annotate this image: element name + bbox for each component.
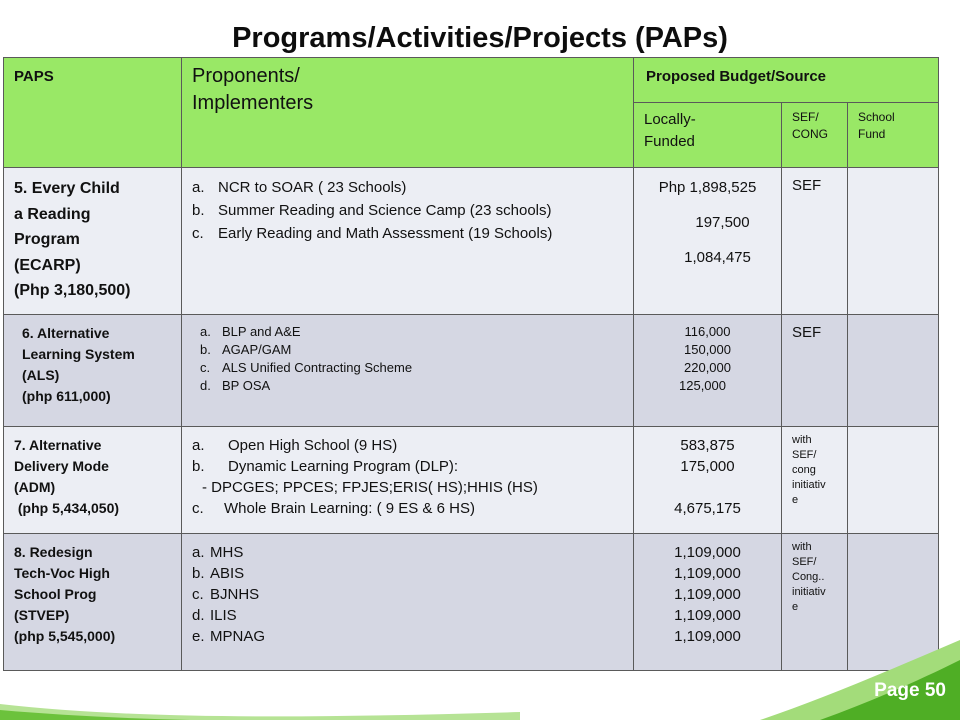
list-item: [200, 341, 629, 359]
pap-line: a Reading: [14, 205, 91, 223]
pap-line: 8. Redesign: [14, 544, 93, 560]
locally-funded-line1: Locally-: [644, 111, 696, 128]
amount-value: 1,109,000: [674, 565, 741, 582]
list-item: [192, 563, 629, 584]
item-text: MHS: [210, 544, 244, 561]
item-letter: d.: [200, 378, 211, 393]
pap-line: 5. Every Child: [14, 180, 120, 197]
list-item: [192, 605, 629, 626]
amount-value: 4,675,175: [674, 500, 741, 517]
amount-value: 197,500: [695, 214, 750, 231]
implementers-cell: [182, 315, 634, 427]
item-text: MPNAG: [210, 628, 266, 645]
list-item: [192, 498, 629, 519]
table-row: [4, 427, 939, 534]
header-row-1: [4, 58, 939, 103]
amount-value: 1,109,000: [674, 544, 741, 561]
pap-line: Learning System: [22, 346, 135, 362]
item-text: BP OSA: [222, 378, 271, 393]
pap-line: Tech-Voc High: [14, 565, 110, 581]
list-item: [192, 542, 629, 563]
item-letter: b.: [192, 202, 205, 219]
source-line: cong: [792, 464, 816, 476]
amount-value: 1,109,000: [674, 628, 741, 645]
sef-cong-cell: [782, 168, 848, 315]
item-letter: a.: [192, 544, 205, 561]
table-row: [4, 168, 939, 315]
amount-value: 1,084,475: [684, 249, 751, 266]
item-letter: a.: [200, 324, 211, 339]
pap-line: (Php 3,180,500): [14, 282, 131, 299]
pap-line: School Prog: [14, 586, 97, 602]
list-item: [200, 323, 629, 341]
pap-cell: [4, 168, 182, 315]
item-text: Summer Reading and Science Camp (23 schools): [218, 202, 552, 219]
page-number: Page 50: [874, 680, 946, 701]
amount-value: 116,000: [684, 324, 731, 339]
pap-line: (php 5,434,050): [14, 500, 120, 516]
amount-value: [634, 477, 781, 498]
school-fund-cell: [848, 315, 939, 427]
implementers-cell: [182, 534, 634, 671]
item-text: NCR to SOAR ( 23 Schools): [218, 179, 407, 196]
sef-cong-cell: [782, 315, 848, 427]
source-line: e: [792, 601, 799, 613]
school-fund-header: [848, 103, 939, 168]
list-item: [192, 435, 629, 456]
amount-value: 1,109,000: [674, 607, 741, 624]
pap-cell: [4, 427, 182, 534]
pap-cell: [4, 534, 182, 671]
item-text: Open High School (9 HS): [228, 437, 398, 454]
pap-line: (php 5,545,000): [14, 628, 116, 644]
amount-value: 220,000: [684, 360, 731, 375]
item-text: Dynamic Learning Program (DLP):: [228, 458, 459, 475]
item-text: AGAP/GAM: [222, 342, 292, 357]
list-item: [192, 477, 629, 498]
list-item: [192, 584, 629, 605]
pap-line: Delivery Mode: [14, 458, 109, 474]
school-fund-cell: [848, 427, 939, 534]
item-letter: c.: [192, 586, 204, 603]
item-letter: b.: [192, 565, 205, 582]
budget-header: Proposed Budget/Source: [634, 58, 939, 103]
school-fund-line1: School: [858, 110, 895, 124]
amount-value: Php 1,898,525: [658, 179, 757, 196]
item-text: ABIS: [210, 565, 245, 582]
amount-cell: [634, 168, 782, 315]
list-item: [192, 199, 629, 222]
school-fund-cell: [848, 168, 939, 315]
amount-value: 125,000: [679, 378, 726, 393]
table-row: [4, 315, 939, 427]
pap-line: 6. Alternative: [22, 325, 110, 341]
amount-cell: [634, 315, 782, 427]
item-letter: c.: [200, 360, 211, 375]
locally-funded-header: [634, 103, 782, 168]
sef-cong-line2: CONG: [792, 127, 828, 141]
item-text: BJNHS: [210, 586, 260, 603]
pap-line: (STVEP): [14, 607, 70, 623]
pap-line: 7. Alternative: [14, 437, 102, 453]
source-line: e: [792, 494, 799, 506]
paps-header: PAPS: [4, 58, 182, 168]
green-swoosh-left-decoration: [0, 660, 520, 720]
implementers-cell: [182, 168, 634, 315]
amount-value: 175,000: [680, 458, 735, 475]
sef-cong-header: [782, 103, 848, 168]
item-text: ALS Unified Contracting Scheme: [222, 360, 413, 375]
list-item: [192, 456, 629, 477]
source-line: with: [792, 541, 812, 553]
pap-cell: [4, 315, 182, 427]
item-text: BLP and A&E: [222, 324, 301, 339]
list-item: [200, 377, 629, 395]
item-letter: c.: [192, 225, 204, 242]
proponents-header-line1: Proponents/: [192, 65, 300, 87]
source-line: SEF/: [792, 449, 817, 461]
source-line: Cong..: [792, 571, 825, 583]
pap-line: (ALS): [22, 367, 60, 383]
amount-value: 150,000: [684, 342, 731, 357]
list-item: [192, 222, 629, 245]
pap-line: (ADM): [14, 479, 56, 495]
amount-cell: [634, 427, 782, 534]
item-letter: b.: [200, 342, 211, 357]
paps-table: [3, 57, 939, 671]
sef-cong-cell: [782, 427, 848, 534]
source-line: with: [792, 434, 812, 446]
implementers-cell: [182, 427, 634, 534]
item-letter: c.: [192, 500, 204, 517]
green-swoosh-right-decoration: [760, 630, 960, 720]
proponents-header-line2: Implementers: [192, 92, 314, 114]
source-line: initiativ: [792, 479, 826, 491]
item-letter: a.: [192, 437, 205, 454]
list-item: [192, 626, 629, 647]
list-item: [200, 359, 629, 377]
proponents-header: [182, 58, 634, 168]
sef-cong-line1: SEF/: [792, 110, 819, 124]
item-letter: b.: [192, 458, 205, 475]
source-line: SEF: [792, 324, 822, 341]
item-letter: e.: [192, 628, 205, 645]
school-fund-line2: Fund: [858, 127, 886, 141]
pap-line: (php 611,000): [22, 388, 111, 404]
item-text: Early Reading and Math Assessment (19 Schools): [218, 225, 553, 242]
item-letter: [192, 477, 202, 498]
item-letter: a.: [192, 179, 205, 196]
source-line: SEF: [792, 177, 822, 194]
pap-line: Program: [14, 231, 80, 248]
item-letter: d.: [192, 607, 205, 624]
locally-funded-line2: Funded: [644, 133, 695, 150]
item-text: - DPCGES; PPCES; FPJES;ERIS( HS);HHIS (HS): [202, 479, 538, 496]
amount-value: 583,875: [680, 437, 735, 454]
pap-line: (ECARP): [14, 256, 81, 274]
list-item: [192, 176, 629, 199]
page-title: Programs/Activities/Projects (PAPs): [232, 22, 728, 54]
item-text: ILIS: [210, 607, 237, 624]
source-line: SEF/: [792, 556, 817, 568]
item-text: Whole Brain Learning: ( 9 ES & 6 HS): [224, 500, 475, 517]
source-line: initiativ: [792, 586, 826, 598]
amount-value: 1,109,000: [674, 586, 741, 603]
